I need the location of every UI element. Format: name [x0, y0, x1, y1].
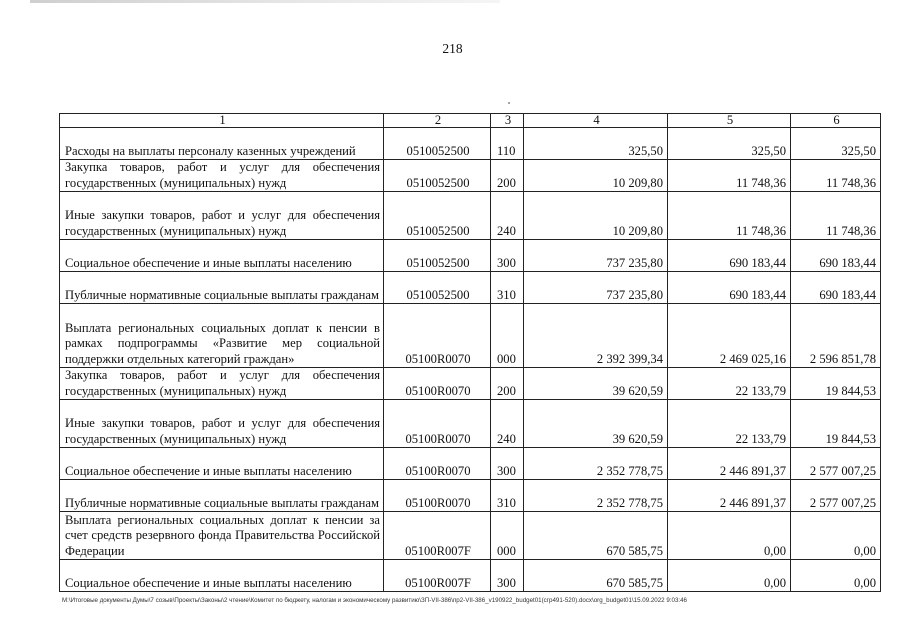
row-name: Социальное обеспечение и иные выплаты населению [60, 560, 384, 592]
column-header: 4 [524, 114, 668, 128]
table-row [60, 192, 881, 240]
column-header: 6 [791, 114, 881, 128]
row-amount-col5: 2 446 891,37 [668, 480, 791, 512]
row-target-code: 05100R0070 [384, 368, 491, 400]
file-path-footer: M:\Итоговые документы Думы\7 созыв\Проекты\Законы\2 чтение\Комитет по бюджету, налогам и экономическому развитию\ЗП-VII-386\пр2-VII-386_v190922_budget01(сгр491-520).docx\org_budget01\15.09.2022 9:03:46 [62, 597, 687, 604]
row-amount-col5: 11 748,36 [668, 192, 791, 240]
row-target-code: 0510052500 [384, 160, 491, 192]
row-target-code: 05100R0070 [384, 448, 491, 480]
row-amount-col6: 19 844,53 [791, 368, 881, 400]
row-name: Иные закупки товаров, работ и услуг для обеспечения государственных (муниципальных) нужд [60, 400, 384, 448]
row-expense-type: 000 [491, 512, 524, 560]
row-expense-type: 200 [491, 160, 524, 192]
column-header: 2 [384, 114, 491, 128]
row-amount-col6: 2 577 007,25 [791, 480, 881, 512]
row-target-code: 0510052500 [384, 192, 491, 240]
row-target-code: 0510052500 [384, 240, 491, 272]
row-target-code: 05100R0070 [384, 480, 491, 512]
row-name: Иные закупки товаров, работ и услуг для обеспечения государственных (муниципальных) нужд [60, 192, 384, 240]
row-amount-col6: 2 577 007,25 [791, 448, 881, 480]
row-expense-type: 240 [491, 400, 524, 448]
row-target-code: 0510052500 [384, 128, 491, 160]
table-row [60, 512, 881, 560]
row-amount-col5: 22 133,79 [668, 368, 791, 400]
budget-table-body [60, 114, 881, 592]
row-amount-col4: 737 235,80 [524, 272, 668, 304]
row-name: Публичные нормативные социальные выплаты гражданам [60, 480, 384, 512]
table-row [60, 128, 881, 160]
row-amount-col5: 11 748,36 [668, 160, 791, 192]
row-amount-col5: 690 183,44 [668, 272, 791, 304]
row-expense-type: 110 [491, 128, 524, 160]
table-row [60, 368, 881, 400]
row-amount-col6: 2 596 851,78 [791, 304, 881, 368]
row-expense-type: 310 [491, 272, 524, 304]
row-target-code: 05100R007F [384, 512, 491, 560]
row-amount-col5: 2 446 891,37 [668, 448, 791, 480]
table-row [60, 240, 881, 272]
table-row [60, 400, 881, 448]
column-number-row [60, 114, 881, 128]
row-amount-col5: 0,00 [668, 512, 791, 560]
row-name: Социальное обеспечение и иные выплаты населению [60, 240, 384, 272]
row-expense-type: 200 [491, 368, 524, 400]
table-row [60, 272, 881, 304]
table-row [60, 160, 881, 192]
row-amount-col6: 19 844,53 [791, 400, 881, 448]
column-header: 5 [668, 114, 791, 128]
row-amount-col5: 325,50 [668, 128, 791, 160]
budget-table [59, 113, 881, 592]
row-amount-col6: 690 183,44 [791, 240, 881, 272]
table-row [60, 304, 881, 368]
row-expense-type: 300 [491, 448, 524, 480]
row-amount-col4: 670 585,75 [524, 512, 668, 560]
row-amount-col5: 22 133,79 [668, 400, 791, 448]
row-name: Выплата региональных социальных доплат к пенсии за счет средств резервного фонда Правительства Российской Федерации [60, 512, 384, 560]
table-row [60, 560, 881, 592]
page-number: 218 [442, 41, 463, 56]
row-name: Расходы на выплаты персоналу казенных учреждений [60, 128, 384, 160]
row-expense-type: 310 [491, 480, 524, 512]
row-amount-col6: 11 748,36 [791, 192, 881, 240]
row-expense-type: 240 [491, 192, 524, 240]
row-amount-col4: 325,50 [524, 128, 668, 160]
row-amount-col6: 325,50 [791, 128, 881, 160]
row-amount-col6: 690 183,44 [791, 272, 881, 304]
scan-speck [508, 102, 510, 104]
row-amount-col6: 0,00 [791, 560, 881, 592]
row-amount-col5: 0,00 [668, 560, 791, 592]
row-target-code: 0510052500 [384, 272, 491, 304]
row-amount-col4: 39 620,59 [524, 400, 668, 448]
column-header: 1 [60, 114, 384, 128]
row-amount-col4: 2 352 778,75 [524, 480, 668, 512]
row-amount-col5: 2 469 025,16 [668, 304, 791, 368]
row-name: Публичные нормативные социальные выплаты гражданам [60, 272, 384, 304]
column-header: 3 [491, 114, 524, 128]
row-expense-type: 000 [491, 304, 524, 368]
row-target-code: 05100R0070 [384, 400, 491, 448]
row-name: Выплата региональных социальных доплат к пенсии в рамках подпрограммы «Развитие мер социальной поддержки отдельных категорий граждан» [60, 304, 384, 368]
row-expense-type: 300 [491, 560, 524, 592]
row-amount-col6: 11 748,36 [791, 160, 881, 192]
row-target-code: 05100R0070 [384, 304, 491, 368]
row-name: Закупка товаров, работ и услуг для обеспечения государственных (муниципальных) нужд [60, 160, 384, 192]
row-amount-col4: 39 620,59 [524, 368, 668, 400]
row-target-code: 05100R007F [384, 560, 491, 592]
row-name: Закупка товаров, работ и услуг для обеспечения государственных (муниципальных) нужд [60, 368, 384, 400]
row-amount-col4: 737 235,80 [524, 240, 668, 272]
row-amount-col4: 2 392 399,34 [524, 304, 668, 368]
row-amount-col5: 690 183,44 [668, 240, 791, 272]
row-amount-col4: 10 209,80 [524, 192, 668, 240]
row-name: Социальное обеспечение и иные выплаты населению [60, 448, 384, 480]
scan-edge-line [30, 0, 500, 3]
row-amount-col4: 10 209,80 [524, 160, 668, 192]
row-amount-col4: 670 585,75 [524, 560, 668, 592]
table-row [60, 480, 881, 512]
table-row [60, 448, 881, 480]
row-amount-col6: 0,00 [791, 512, 881, 560]
row-amount-col4: 2 352 778,75 [524, 448, 668, 480]
row-expense-type: 300 [491, 240, 524, 272]
